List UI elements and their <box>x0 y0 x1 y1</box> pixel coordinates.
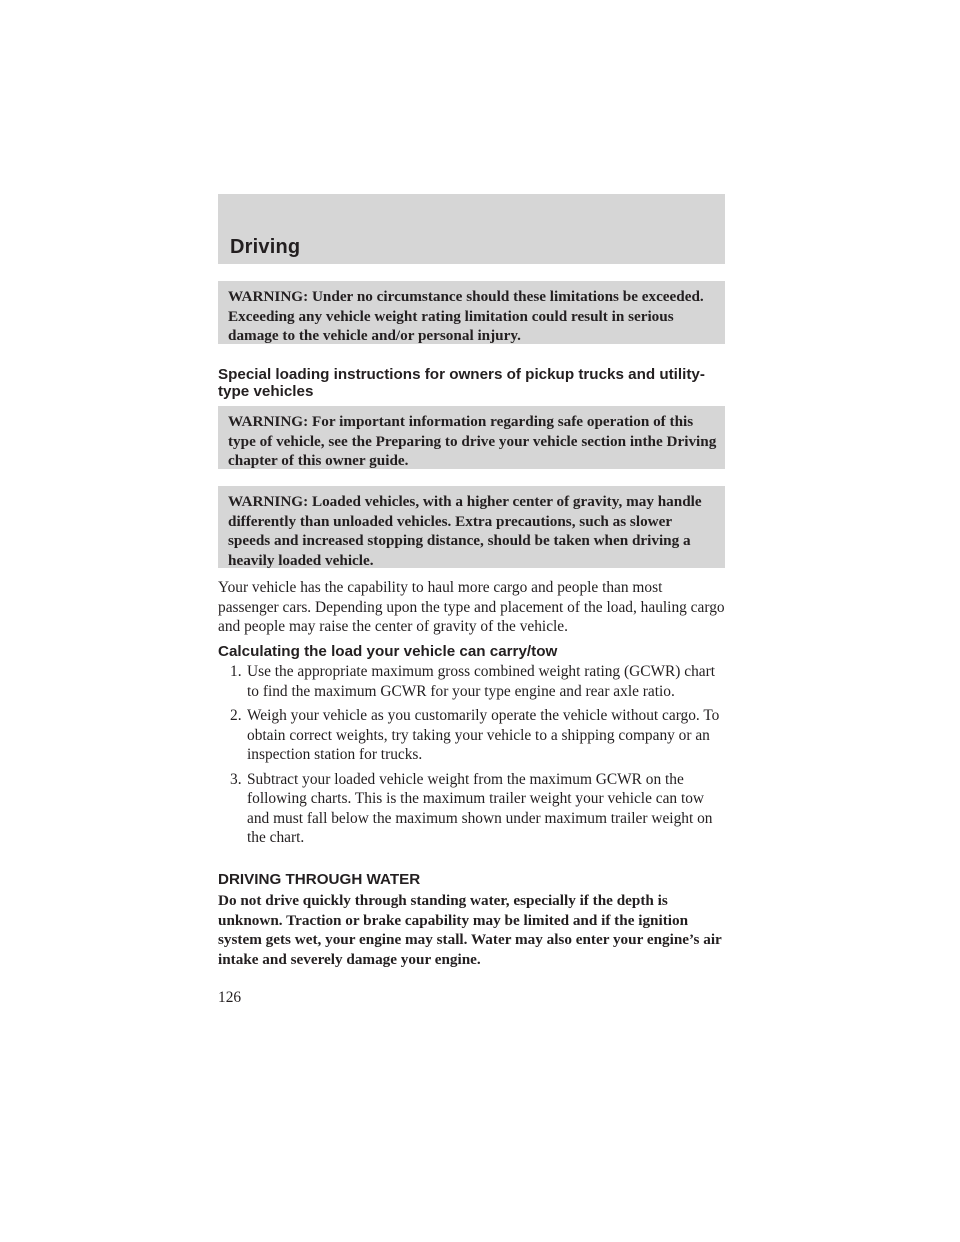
page-number: 126 <box>218 989 242 1006</box>
chapter-title: Driving <box>230 236 301 258</box>
step-item <box>230 706 725 765</box>
chapter-header-band <box>218 194 725 264</box>
warning-text: WARNING: For important information regarding safe operation of this type of vehicle, see the Preparing to drive your vehicle section inthe Driving chapter of this owner guide. <box>228 413 717 469</box>
warning-text: WARNING: Loaded vehicles, with a higher center of gravity, may handle differently than unloaded vehicles. Extra precautions, such as slower speeds and increased stopping distance, should be taken when driving a heavily loaded vehicle. <box>228 493 702 569</box>
warning-box-loaded-vehicles <box>218 486 725 568</box>
driving-through-water-heading: DRIVING THROUGH WATER <box>218 871 421 888</box>
step-item <box>230 662 725 701</box>
step-number: 3. <box>230 770 242 788</box>
warning-text: WARNING: Under no circumstance should these limitations be exceeded. Exceeding any vehicle weight rating limitation could result in serious damage to the vehicle and/or personal injury. <box>228 288 704 344</box>
warning-box-weight-limits <box>218 281 725 344</box>
step-text: Use the appropriate maximum gross combined weight rating (GCWR) chart to find the maximum GCWR for your type engine and rear axle ratio. <box>247 663 716 700</box>
warning-box-safe-operation <box>218 406 725 469</box>
step-text: Subtract your loaded vehicle weight from the maximum GCWR on the following charts. This is the maximum trailer weight your vehicle can tow and must fall below the maximum shown under maximum trailer weight on the chart. <box>247 770 713 846</box>
calculating-steps-list <box>230 662 725 853</box>
step-text: Weigh your vehicle as you customarily operate the vehicle without cargo. To obtain correct weights, try taking your vehicle to a shipping company or an inspection station for trucks. <box>247 707 720 763</box>
special-loading-heading: Special loading instructions for owners of pickup trucks and utility-type vehicles <box>218 366 705 400</box>
driving-through-water-body: Do not drive quickly through standing water, especially if the depth is unknown. Traction or brake capability may be limited and if the ignition system gets wet, your engine may stall. Water may also enter your engine’s air intake and severely damage your engine. <box>218 892 722 968</box>
special-loading-body: Your vehicle has the capability to haul more cargo and people than most passenger cars. Depending upon the type and placement of the load, hauling cargo and people may raise the center of gravity of the vehicle. <box>218 579 725 635</box>
step-item <box>230 770 725 848</box>
calculating-load-heading: Calculating the load your vehicle can carry/tow <box>218 643 558 660</box>
step-number: 1. <box>230 663 242 680</box>
step-number: 2. <box>230 707 242 724</box>
